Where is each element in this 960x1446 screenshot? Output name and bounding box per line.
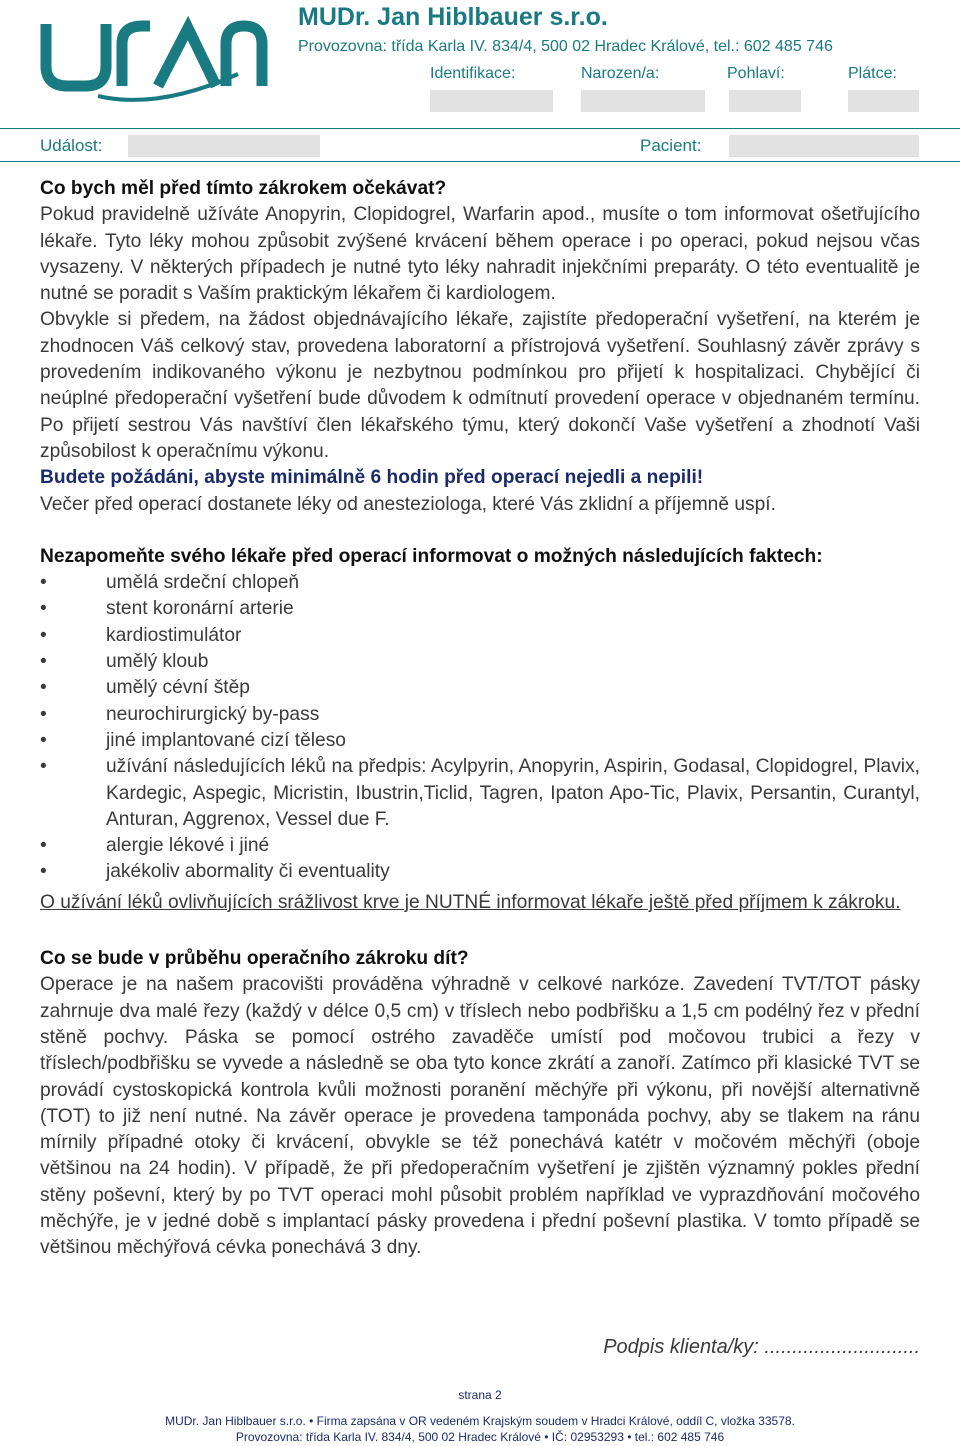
patient-label: Pacient:: [640, 136, 702, 155]
org-name: MUDr. Jan Hiblbauer s.r.o.: [298, 3, 608, 31]
list-item: • umělá srdeční chlopeň: [40, 570, 920, 596]
born-label: Narozen/a:: [581, 65, 660, 82]
section-heading-procedure: Co se bude v průběhu operačního zákroku dít?: [40, 948, 469, 970]
list-item: • alergie lékové i jiné: [40, 833, 920, 859]
identification-field[interactable]: [430, 90, 553, 112]
identification-label: Identifikace:: [430, 65, 516, 82]
list-item: • užívání následujících léků na předpis: Acylpyrin, Anopyrin, Aspirin, Godasal, Clopidogrel, Plavix, Kardegic, Aspegic, Micristin, Ibustrin,Ticlid, Tagren, Ipaton Apo-Tic, Plavix, Persantin, Curantyl, Anturan, Aggrenox, Vessel due F.: [40, 754, 920, 833]
paragraph-preop-exam: Obvykle si předem, na žádost objednávajícího lékaře, zajistíte předoperační vyšetření, na kterém je zhodnocen Váš celkový stav, provedena laboratorní a přístrojová vyšetření. Souhlasný závěr zprávy s provedením indikovaného výkonu je nezbytnou podmínkou pro přijetí k hospitalizaci. Chybějící či neúplné předoperační vyšetření bude důvodem k odmítnutí provedení operace v objednaném termínu. Po přijetí sestrou Vás navštíví člen lékařského týmu, který dokončí Vaše vyšetření a zhodnotí Vaši způsobilost k operačnímu výkonu.: [40, 309, 920, 462]
client-signature-line: Podpis klienta/ky: ............................: [603, 1336, 920, 1358]
logo-text: URAN: [38, 4, 41, 5]
page-number: strana 2: [458, 1388, 502, 1402]
list-item: • neurochirurgický by-pass: [40, 702, 920, 728]
anticoagulant-warning: O užívání léků ovlivňujících srážlivost krve je NUTNÉ informovat lékaře ještě před příjmem k zákroku.: [40, 891, 901, 913]
paragraph-medication: Pokud pravidelně užíváte Anopyrin, Clopidogrel, Warfarin apod., musíte o tom informovat ošetřujícího lékaře. Tyto léky mohou způsobit zvýšené krvácení během operace i po operaci, pokud nejsou včas vysazeny. V některých případech je nutné tyto léky nahradit injekčními preparáty. O této eventualitě je nutné se poradit s Vaším praktickým lékařem či kardiologem.: [40, 204, 920, 305]
header-divider-top: [0, 128, 960, 129]
footer-company-info: MUDr. Jan Hiblbauer s.r.o. • Firma zapsána v OR vedeném Krajským soudem v Hradci Králové, oddíl C, vložka 33578.: [165, 1414, 795, 1428]
uran-logo-mark: [38, 4, 268, 112]
section-heading-expectations: Co bych měl před tímto zákrokem očekávat?: [40, 178, 447, 199]
list-item: • kardiostimulátor: [40, 623, 920, 649]
footer-address: Provozovna: třída Karla IV. 834/4, 500 02 Hradec Králové • IČ: 02953293 • tel.: 602 485 746: [235, 1430, 725, 1444]
fasting-notice: Budete požádáni, abyste minimálně 6 hodin před operací nejedli a nepili!: [40, 467, 704, 489]
event-label: Událost:: [40, 136, 103, 155]
paragraph-evening: Večer před operací dostanete léky od anesteziologa, které Vás zklidní a příjemně uspí.: [40, 493, 776, 515]
payer-field[interactable]: [848, 90, 919, 112]
gender-label: Pohlaví:: [727, 65, 785, 82]
event-field[interactable]: [128, 135, 320, 157]
document-body: [40, 176, 920, 1262]
list-item: • umělý cévní štěp: [40, 675, 920, 701]
facts-list: [40, 570, 920, 886]
uran-logo: [38, 4, 268, 112]
gender-field[interactable]: [729, 90, 801, 112]
list-item: • umělý kloub: [40, 649, 920, 675]
patient-field[interactable]: [729, 135, 919, 157]
org-address: Provozovna: třída Karla IV. 834/4, 500 02 Hradec Králové, tel.: 602 485 746: [298, 38, 833, 55]
paragraph-procedure: Operace je na našem pracovišti prováděna výhradně v celkové narkóze. Zavedení TVT/TOT pásky zahrnuje dva malé řezy (každý v délce 0,5 cm) v tříslech nebo podbřišku a 1,5 cm podélný řez v přední stěně pochvy. Páska se pomocí ostrého zavaděče umístí pod močovou trubici a řezy v tříslech/podbřišku se vyvede a následně se oba tyto konce zkrátí a zanoří. Zatímco při klasické TVT se provádí cystoskopická kontrola kvůli možnosti poranění měchýře při výkonu, při novější alternativně (TOT) to již není nutné. Na závěr operace je provedena tamponáda pochvy, aby se tlakem na ránu mírnily případné otoky či krvácení, obvykle se též ponechává katétr v močovém měchýři (oboje většinou na 24 hodin). V případě, že při předoperačním vyšetření je zjištěn významný pokles přední stěny poševní, který by po TVT operaci mohl působit problém například ve vyprazdňování močového měchýře, je v jedné době s implantací pásky provedena i přední poševní plastika. V tomto případě se většinou měchýřová cévka ponechává 3 dny.: [40, 974, 920, 1259]
section-heading-inform: Nezapomeňte svého lékaře před operací informovat o možných následujících faktech:: [40, 545, 823, 567]
list-item: • jiné implantované cizí těleso: [40, 728, 920, 754]
list-item: • jakékoliv abormality či eventuality: [40, 859, 920, 885]
list-item: • stent koronární arterie: [40, 596, 920, 622]
born-field[interactable]: [581, 90, 705, 112]
payer-label: Plátce:: [848, 65, 897, 82]
header-divider-bottom: [0, 161, 960, 162]
